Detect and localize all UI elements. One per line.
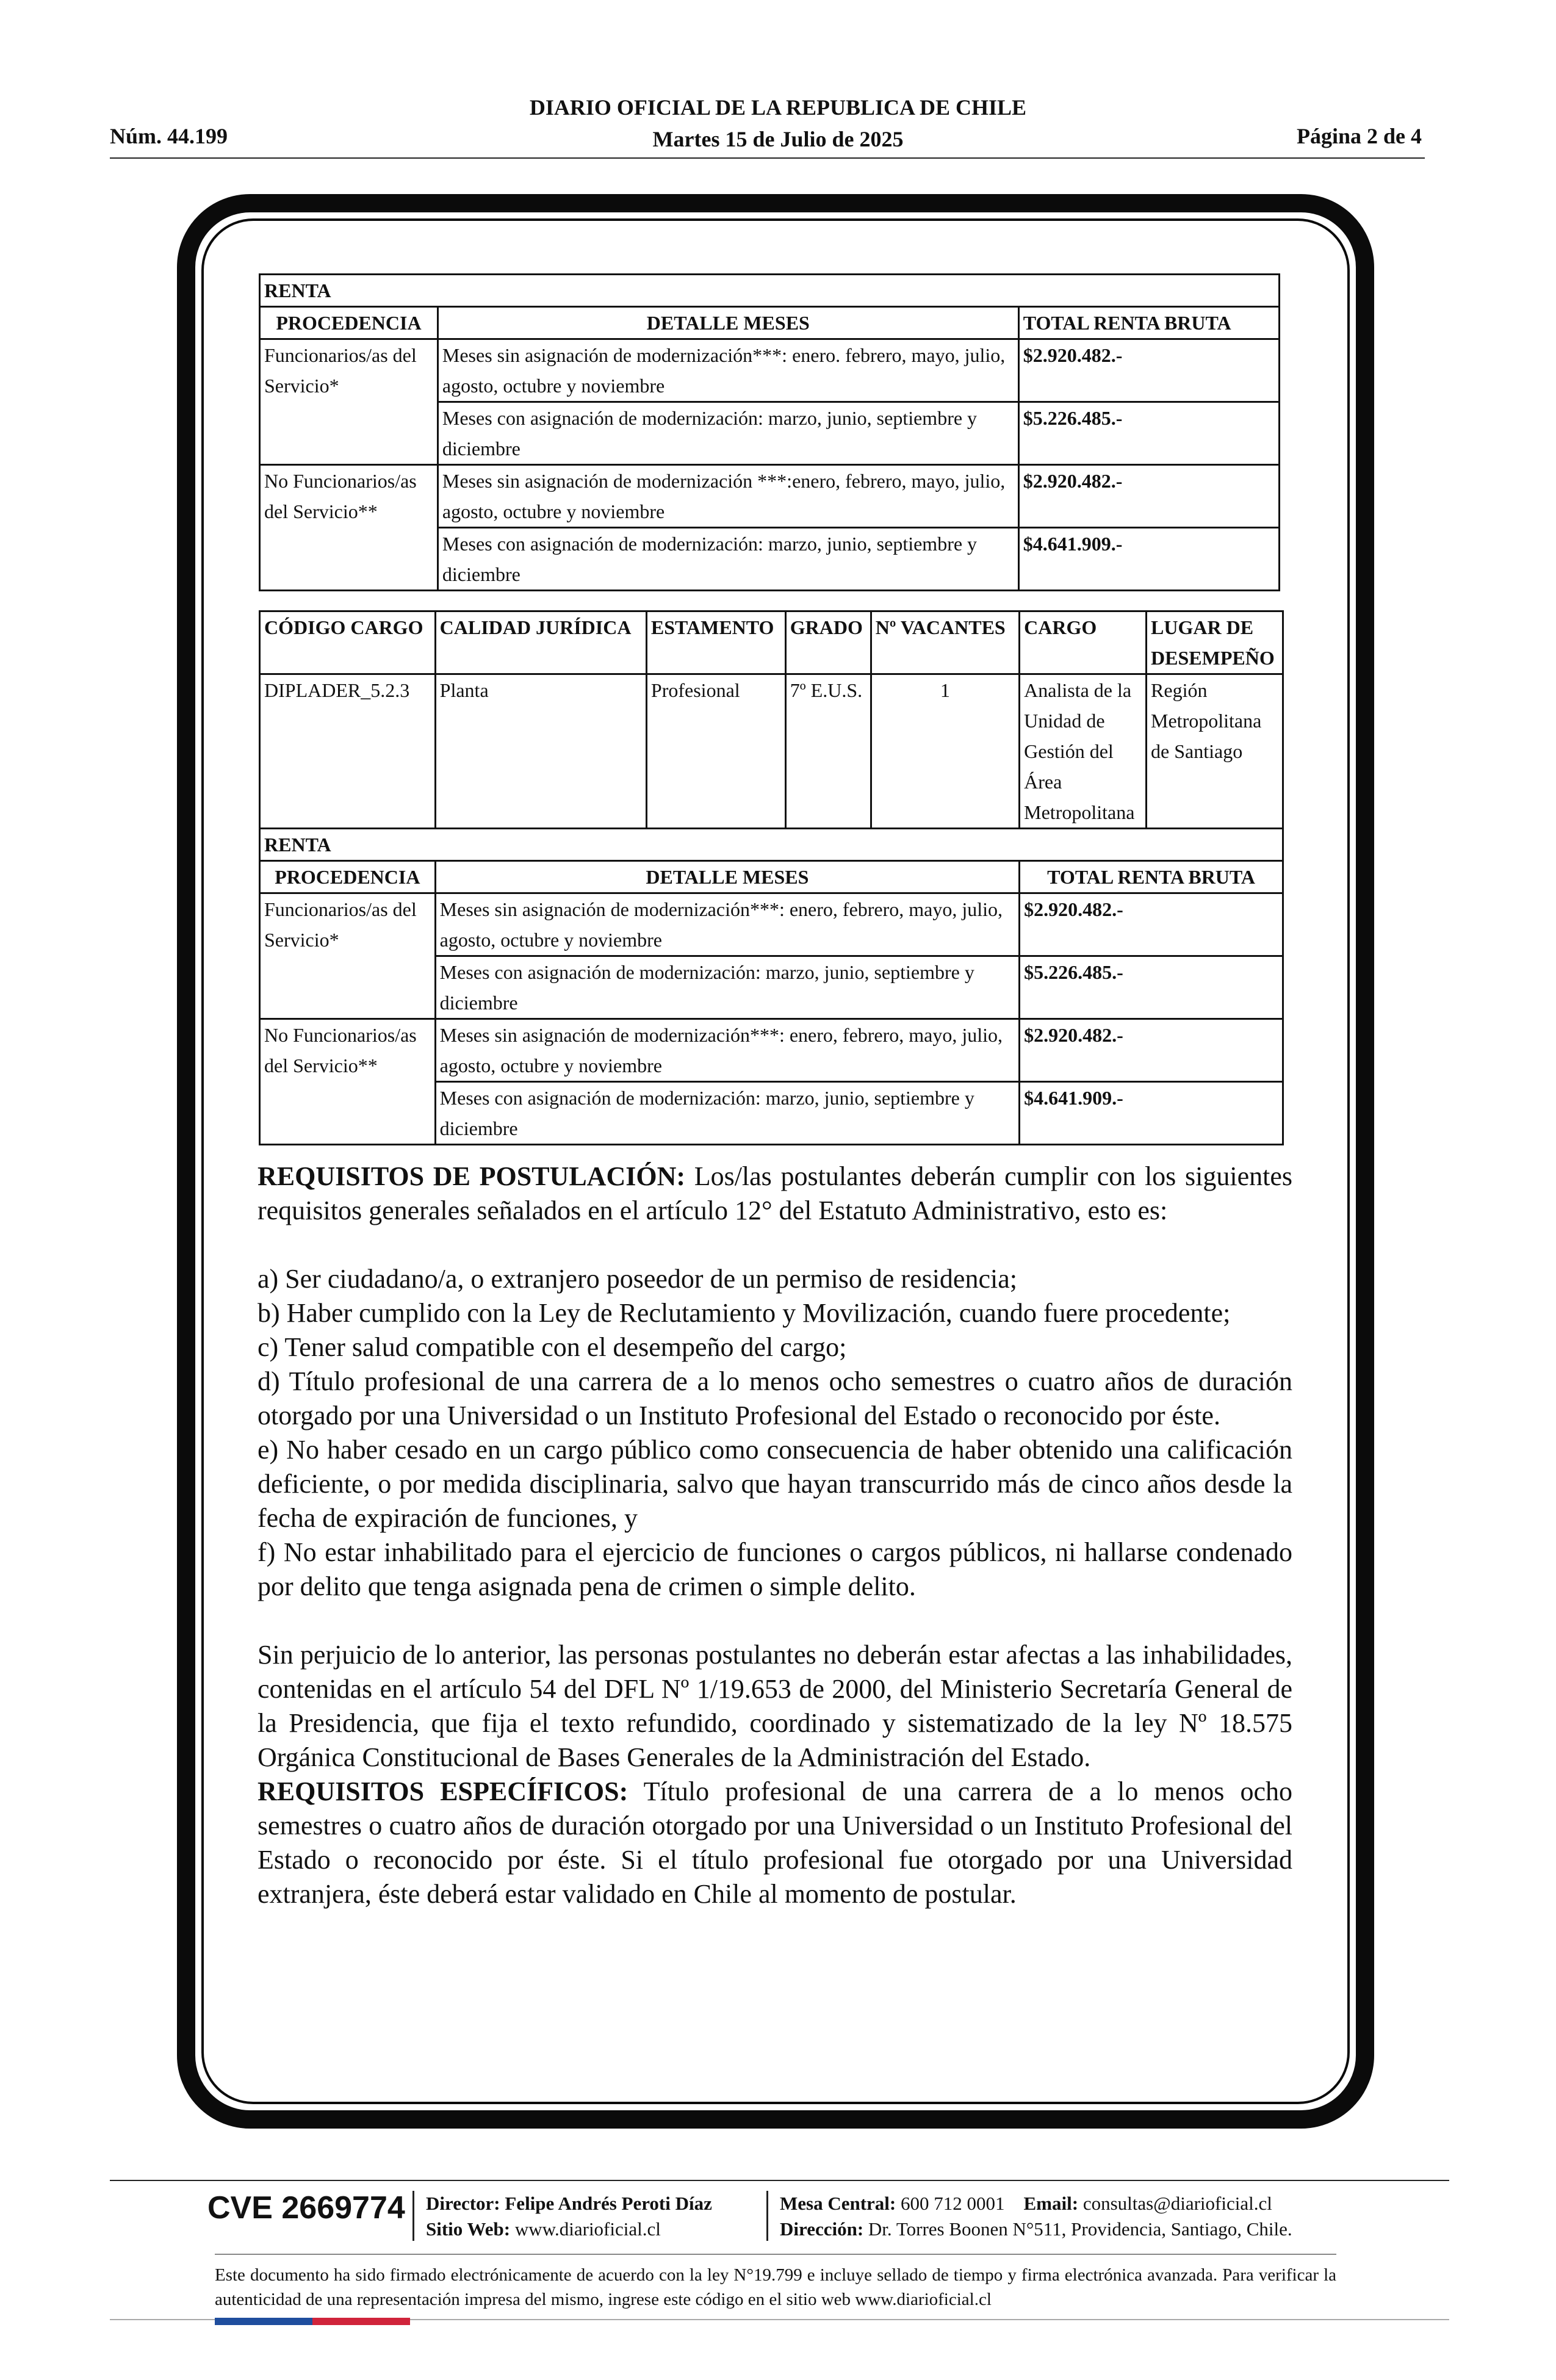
detalle-cell: Meses sin asignación de modernización***: enero, febrero, mayo, julio, agosto, octubre y noviembre xyxy=(435,1019,1019,1082)
total-cell: $4.641.909.- xyxy=(1018,528,1279,591)
col-header: Nº VACANTES xyxy=(871,611,1019,674)
total-cell: $5.226.485.- xyxy=(1018,402,1279,465)
footer-divider-thin xyxy=(215,2254,1336,2255)
footer-separator xyxy=(412,2191,414,2241)
col-header: DETALLE MESES xyxy=(435,861,1019,893)
cargo-cell: Analista de la Unidad de Gestión del Área Metropolitana xyxy=(1020,674,1147,829)
col-header: GRADO xyxy=(785,611,871,674)
requisito-item: f) No estar inhabilitado para el ejercicio de funciones o cargos públicos, ni hallarse condenado por delito que tenga asignada pena de crimen o simple delito. xyxy=(258,1537,1292,1601)
requisito-item: c) Tener salud compatible con el desempeño del cargo; xyxy=(258,1332,847,1362)
masthead-title: DIARIO OFICIAL DE LA REPUBLICA DE CHILE xyxy=(529,95,1027,120)
col-header: CALIDAD JURÍDICA xyxy=(435,611,646,674)
flag-stripe-red xyxy=(312,2318,410,2325)
lugar-cell: Región Metropolitana de Santiago xyxy=(1147,674,1283,829)
detalle-cell: Meses sin asignación de modernización ***:enero, febrero, mayo, julio, agosto, octubre y noviembre xyxy=(438,465,1018,528)
footer-contact-block xyxy=(780,2191,1292,2242)
cargo-table xyxy=(259,610,1284,1145)
vacantes-cell: 1 xyxy=(871,674,1019,829)
requisitos-intro xyxy=(258,1159,1292,1228)
header-divider xyxy=(110,157,1425,159)
website-link[interactable]: www.diarioficial.cl xyxy=(514,2218,661,2240)
requisito-item: d) Título profesional de una carrera de a lo menos ocho semestres o cuatro años de duración otorgado por una Universidad o un Instituto Profesional del Estado o reconocido por éste. xyxy=(258,1366,1292,1430)
especificos-text: Título profesional de una carrera de a lo menos ocho semestres o cuatro años de duración otorgado por una Universidad o un Instituto Profesional del Estado o reconocido por éste. Si el título profesional fue otorgado por una Universidad extranjera, éste deberá estar validado en Chile al momento de postular. xyxy=(258,1776,1293,1909)
director-name: Felipe Andrés Peroti Díaz xyxy=(505,2193,712,2214)
email-link[interactable]: consultas@diarioficial.cl xyxy=(1082,2193,1272,2214)
requisitos-heading: REQUISITOS DE POSTULACIÓN: xyxy=(258,1161,685,1191)
requisitos-section xyxy=(258,1159,1292,1911)
table-row xyxy=(260,674,1283,829)
requisitos-intro-text: Los/las postulantes deberán cumplir con los siguientes requisitos generales señalados en el artículo 12° del Estatuto Administrativo, esto es: xyxy=(258,1161,1292,1225)
col-header: CARGO xyxy=(1020,611,1147,674)
especificos-paragraph xyxy=(258,1775,1292,1911)
footer-divider xyxy=(110,2180,1449,2181)
procedencia-cell: No Funcionarios/as del Servicio** xyxy=(260,465,438,591)
col-header: DETALLE MESES xyxy=(438,307,1018,339)
total-cell: $2.920.482.- xyxy=(1018,339,1279,402)
procedencia-cell: Funcionarios/as del Servicio* xyxy=(260,339,438,465)
masthead-date: Martes 15 de Julio de 2025 xyxy=(652,127,904,151)
total-cell: $2.920.482.- xyxy=(1018,465,1279,528)
section-label: RENTA xyxy=(260,275,1280,307)
signature-disclaimer: Este documento ha sido firmado electrónicamente de acuerdo con la ley N°19.799 e incluye sellado de tiempo y firma electrónica avanzada. Para verificar la autenticidad de una representación impresa del mismo, ingrese este código en el sitio web www.diarioficial.cl xyxy=(215,2265,1336,2309)
col-header: PROCEDENCIA xyxy=(260,307,438,339)
table-row xyxy=(260,893,1283,956)
director-label: Director: xyxy=(426,2193,500,2214)
table-row xyxy=(260,1019,1283,1082)
estamento-cell: Profesional xyxy=(646,674,785,829)
footer-separator xyxy=(766,2191,768,2241)
total-cell: $4.641.909.- xyxy=(1020,1082,1283,1145)
footer-director-block xyxy=(426,2191,712,2242)
detalle-cell: Meses sin asignación de modernización***: enero, febrero, mayo, julio, agosto, octubre y noviembre xyxy=(435,893,1019,956)
grado-cell: 7º E.U.S. xyxy=(785,674,871,829)
detalle-cell: Meses con asignación de modernización: marzo, junio, septiembre y diciembre xyxy=(435,956,1019,1019)
col-header: ESTAMENTO xyxy=(646,611,785,674)
col-header: CÓDIGO CARGO xyxy=(260,611,436,674)
procedencia-cell: Funcionarios/as del Servicio* xyxy=(260,893,436,1019)
total-cell: $5.226.485.- xyxy=(1020,956,1283,1019)
total-cell: $2.920.482.- xyxy=(1020,1019,1283,1082)
renta-table-1 xyxy=(259,273,1280,591)
detalle-cell: Meses con asignación de modernización: marzo, junio, septiembre y diciembre xyxy=(438,528,1018,591)
direccion-label: Dirección: xyxy=(780,2218,864,2240)
detalle-cell: Meses sin asignación de modernización***: enero. febrero, mayo, julio, agosto, octubre y noviembre xyxy=(438,339,1018,402)
page-number: Página 2 de 4 xyxy=(1296,124,1422,148)
mesa-value: 600 712 0001 xyxy=(901,2193,1005,2214)
especificos-heading: REQUISITOS ESPECÍFICOS: xyxy=(258,1776,629,1806)
codigo-cell: DIPLADER_5.2.3 xyxy=(260,674,436,829)
website-label: Sitio Web: xyxy=(426,2218,511,2240)
table-row xyxy=(260,465,1280,528)
detalle-cell: Meses con asignación de modernización: marzo, junio, septiembre y diciembre xyxy=(438,402,1018,465)
direccion-value: Dr. Torres Boonen N°511, Providencia, Santiago, Chile. xyxy=(868,2218,1292,2240)
col-header: TOTAL RENTA BRUTA xyxy=(1020,861,1283,893)
mesa-label: Mesa Central: xyxy=(780,2193,896,2214)
requisito-item: b) Haber cumplido con la Ley de Reclutamiento y Movilización, cuando fuere procedente; xyxy=(258,1298,1231,1328)
total-cell: $2.920.482.- xyxy=(1020,893,1283,956)
detalle-cell: Meses con asignación de modernización: marzo, junio, septiembre y diciembre xyxy=(435,1082,1019,1145)
table-row xyxy=(260,339,1280,402)
calidad-cell: Planta xyxy=(435,674,646,829)
col-header: LUGAR DE DESEMPEÑO xyxy=(1147,611,1283,674)
flag-stripe-blue xyxy=(215,2318,312,2325)
requisito-item: e) No haber cesado en un cargo público como consecuencia de haber obtenido una calificación deficiente, o por medida disciplinaria, salvo que hayan transcurrido más de cinco años desde la fecha de expiración de funciones, y xyxy=(258,1435,1292,1533)
col-header: PROCEDENCIA xyxy=(260,861,436,893)
email-label: Email: xyxy=(1023,2193,1079,2214)
sin-perjuicio-paragraph: Sin perjuicio de lo anterior, las personas postulantes no deberán estar afectas a las inhabilidades, contenidas en el artículo 54 del DFL Nº 1/19.653 de 2000, del Ministerio Secretaría General de la Presidencia, que fija el texto refundido, coordinado y sistematizado de la ley Nº 18.575 Orgánica Constitucional de Bases Generales de la Administración del Estado. xyxy=(258,1640,1292,1772)
cve-code: CVE 2669774 xyxy=(207,2190,405,2226)
issue-number: Núm. 44.199 xyxy=(110,124,228,148)
section-label: RENTA xyxy=(260,829,1283,861)
procedencia-cell: No Funcionarios/as del Servicio** xyxy=(260,1019,436,1145)
requisito-item: a) Ser ciudadano/a, o extranjero poseedor de un permiso de residencia; xyxy=(258,1264,1017,1294)
col-header: TOTAL RENTA BRUTA xyxy=(1018,307,1279,339)
